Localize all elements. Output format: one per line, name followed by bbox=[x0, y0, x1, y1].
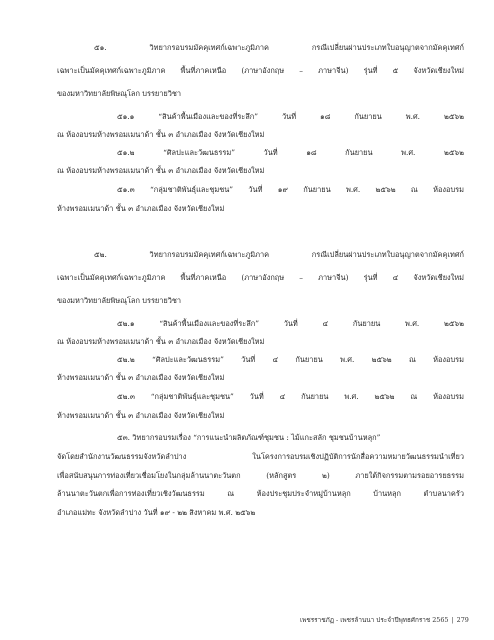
section-52-text: เฉพาะเป็นมัคคุเทศก์เฉพาะภูมิภาค พื้นที่ภาคเหนือ (ภาษาอังกฤษ – ภาษาจีน) รุ่นที่ ๔ จังหวัดเชียงใหม่ bbox=[57, 273, 464, 282]
item-51-2-venue: ณ ห้องอบรมห้างพรอมเมนาด้า ชั้น ๓ อำเภอเมือง จังหวัดเชียงใหม่ bbox=[57, 166, 265, 175]
section-53-heading: ๕๓. วิทยากรอบรมเรื่อง “การแนะนำผลิตภัณฑ์ชุมชน : ไม้แกะสลัก ชุมชนบ้านหลุก” bbox=[117, 433, 381, 442]
item-52-2-venue: ห้างพรอมเมนาด้า ชั้น ๓ อำเภอเมือง จังหวัดเชียงใหม่ bbox=[57, 373, 225, 382]
footer-separator: | bbox=[451, 616, 454, 624]
section-53-text: จัดโดยสำนักงานวัฒนธรรมจังหวัดลำปาง ในโครงการอบรมเชิงปฏิบัติการนักสื่อความหมายวัฒนธรรมนำเที่ยว bbox=[57, 452, 464, 461]
section-51-text: ของมหาวิทยาลัยพิษณุโลก บรรยายวิชา bbox=[57, 89, 182, 98]
section-51-text: เฉพาะเป็นมัคคุเทศก์เฉพาะภูมิภาค พื้นที่ภาคเหนือ (ภาษาอังกฤษ – ภาษาจีน) รุ่นที่ ๕ จังหวัดเชียงใหม่ bbox=[57, 66, 464, 75]
item-52-1: ๕๒.๑ “สินค้าพื้นเมืองและของที่ระลึก” วันที่ ๔ กันยายน พ.ศ. ๒๕๖๒ bbox=[117, 319, 464, 328]
item-51-3-venue: ห้างพรอมเมนาด้า ชั้น ๓ อำเภอเมือง จังหวัดเชียงใหม่ bbox=[57, 204, 225, 213]
section-51-heading: ๕๑. วิทยากรอบรมมัคคุเทศก์เฉพาะภูมิภาค กรณีเปลี่ยนผ่านประเภทใบอนุญาตจากมัคคุเทศก์ bbox=[94, 43, 464, 52]
item-51-2: ๕๑.๒ “ศิลปะและวัฒนธรรม” วันที่ ๑๘ กันยายน พ.ศ. ๒๕๖๒ bbox=[117, 148, 464, 157]
item-51-3: ๕๑.๓ “กลุ่มชาติพันธุ์และชุมชน” วันที่ ๑๙ กันยายน พ.ศ. ๒๕๖๒ ณ ห้องอบรม bbox=[117, 185, 464, 194]
section-53-text: เพื่อสนับสนุนการท่องเที่ยวเชื่อมโยงในกลุ่มล้านนาตะวันตก (หลักสูตร ๒) ภายใต้กิจกรรมตามรอยอารยธรรม bbox=[57, 471, 464, 480]
item-52-1-venue: ณ ห้องอบรมห้างพรอมเมนาด้า ชั้น ๓ อำเภอเมือง จังหวัดเชียงใหม่ bbox=[57, 337, 265, 346]
page-number: 279 bbox=[456, 616, 469, 624]
item-51-1: ๕๑.๑ “สินค้าพื้นเมืองและของที่ระลึก” วันที่ ๑๘ กันยายน พ.ศ. ๒๕๖๒ bbox=[117, 112, 464, 121]
section-53-text: ล้านนาตะวันตกเพื่อการท่องเที่ยวเชิงวัฒนธรรม ณ ห้องประชุมประจำหมู่บ้านหลุก บ้านหลุก ตำบลนาครัว bbox=[57, 489, 464, 498]
section-53-text: อำเภอแม่ทะ จังหวัดลำปาง วันที่ ๑๙ - ๒๒ สิงหาคม พ.ศ. ๒๕๖๒ bbox=[57, 508, 256, 517]
section-52-text: ของมหาวิทยาลัยพิษณุโลก บรรยายวิชา bbox=[57, 296, 182, 305]
section-52-heading: ๕๒. วิทยากรอบรมมัคคุเทศก์เฉพาะภูมิภาค กรณีเปลี่ยนผ่านประเภทใบอนุญาตจากมัคคุเทศก์ bbox=[94, 250, 464, 259]
item-52-3-venue: ห้างพรอมเมนาด้า ชั้น ๓ อำเภอเมือง จังหวัดเชียงใหม่ bbox=[57, 411, 225, 420]
page-footer bbox=[300, 615, 469, 625]
item-52-3: ๕๒.๓ “กลุ่มชาติพันธุ์และชุมชน” วันที่ ๔ กันยายน พ.ศ. ๒๕๖๒ ณ ห้องอบรม bbox=[117, 392, 464, 401]
journal-title: เพชรราชภัฏ - เพชรล้านนา ประจำปีพุทธศักราช 2565 bbox=[300, 616, 449, 624]
item-52-2: ๕๒.๒ “ศิลปะและวัฒนธรรม” วันที่ ๔ กันยายน พ.ศ. ๒๕๖๒ ณ ห้องอบรม bbox=[117, 355, 464, 364]
item-51-1-venue: ณ ห้องอบรมห้างพรอมเมนาด้า ชั้น ๓ อำเภอเมือง จังหวัดเชียงใหม่ bbox=[57, 130, 265, 139]
